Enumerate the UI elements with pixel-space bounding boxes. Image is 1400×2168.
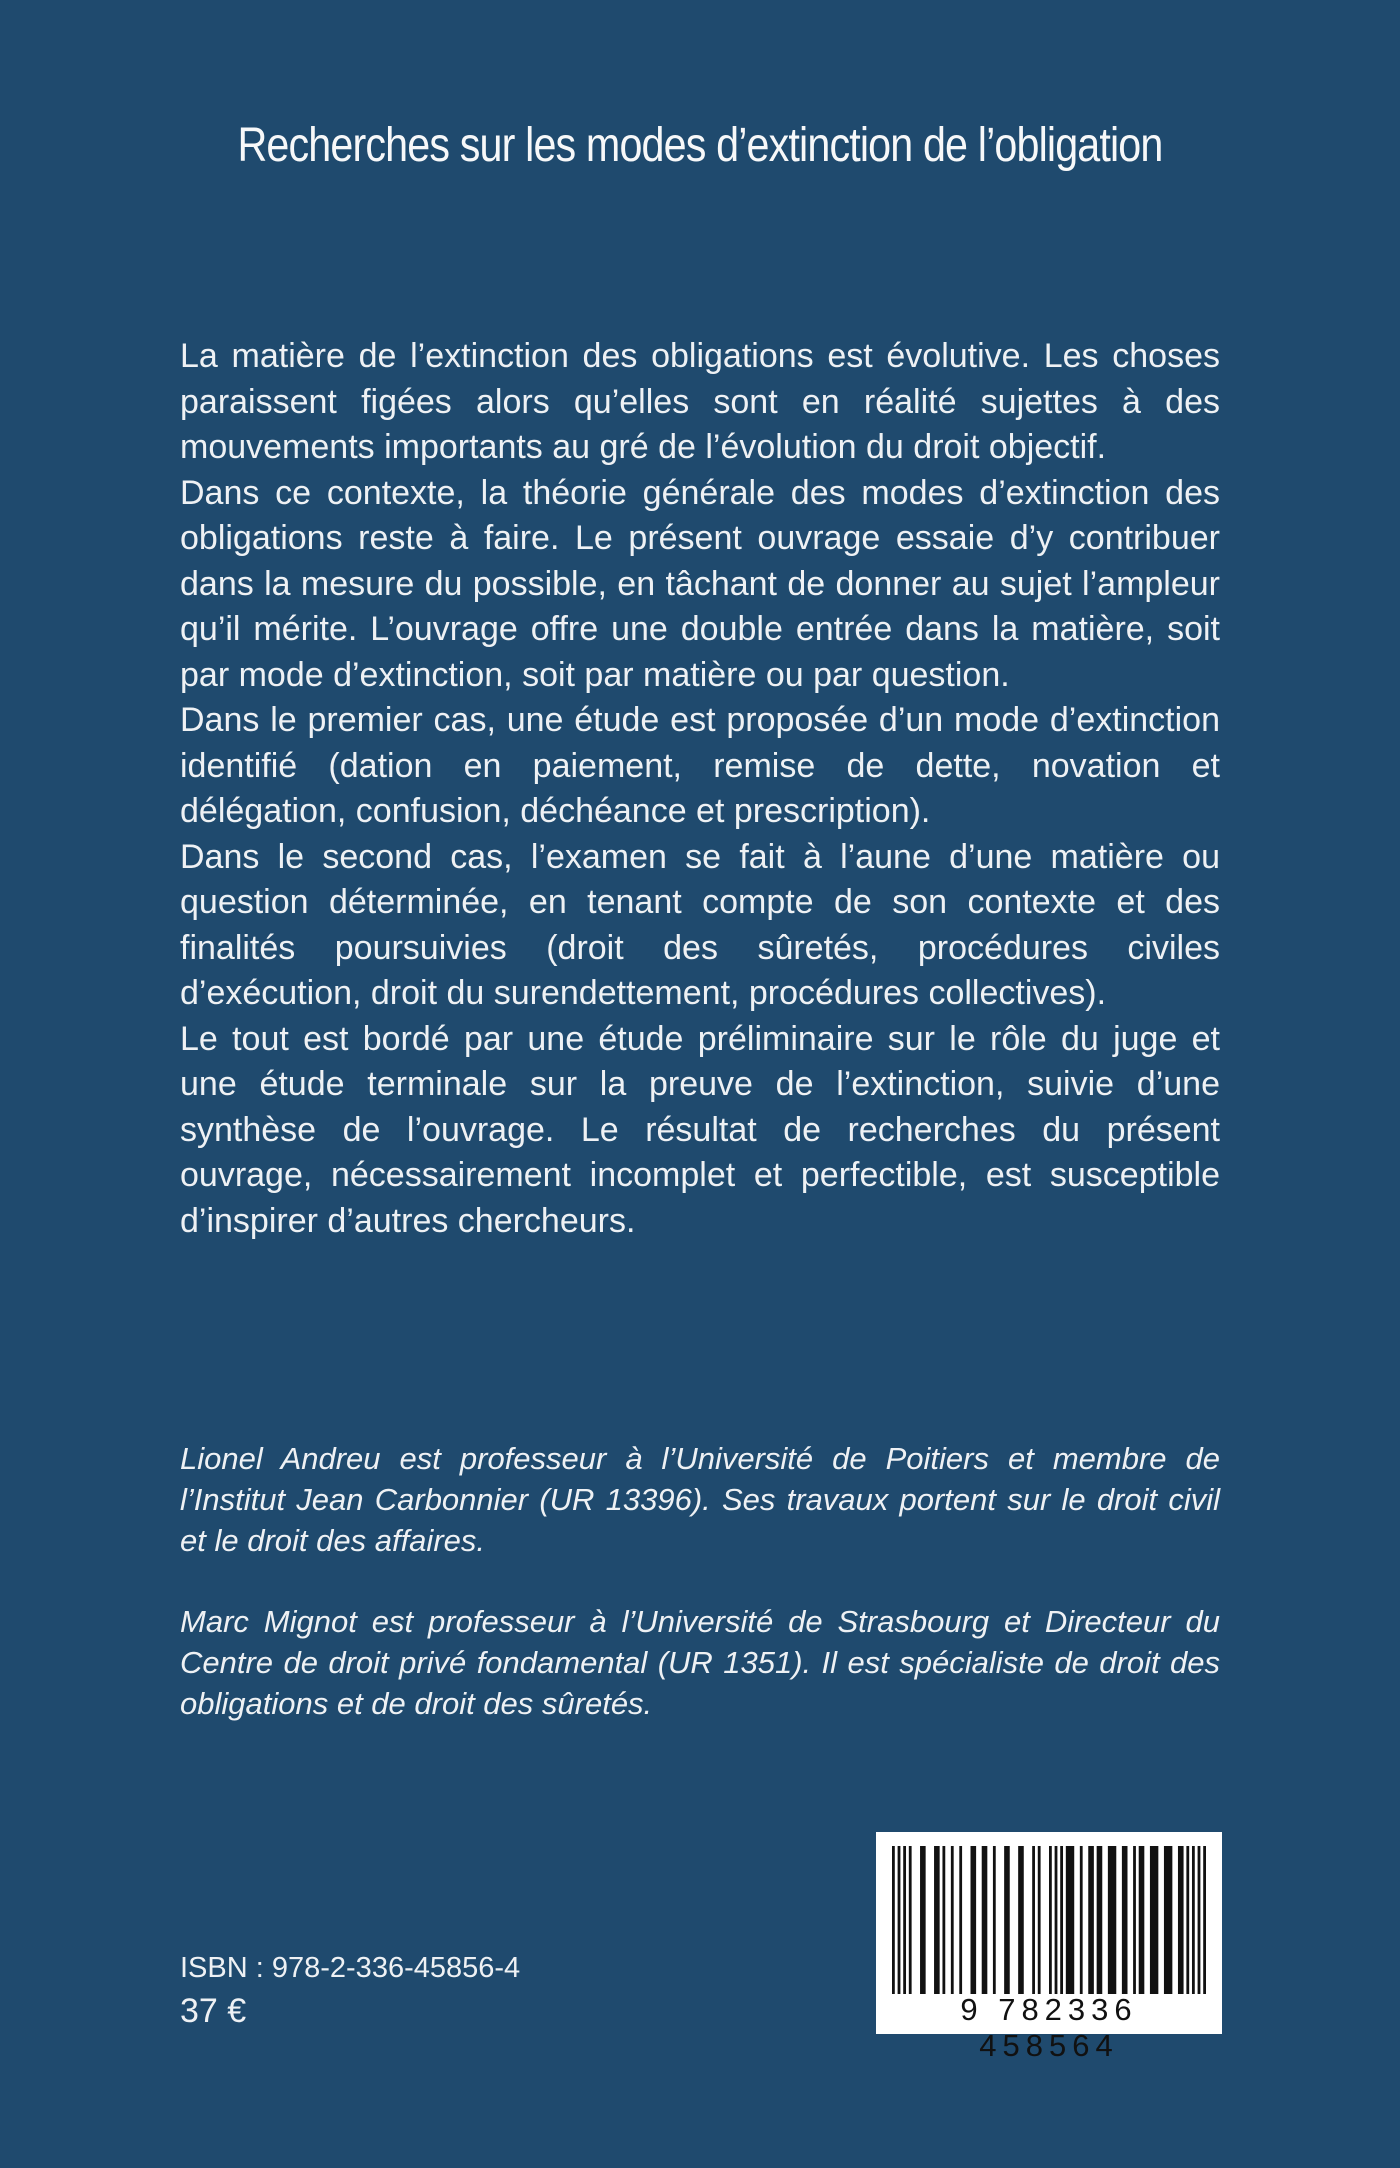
barcode-bar — [1004, 1846, 1010, 1994]
barcode-bar — [1198, 1846, 1201, 1994]
barcode-bar — [942, 1846, 945, 1994]
summary-text — [180, 334, 1220, 1244]
barcode-bar — [1060, 1846, 1063, 1994]
barcode-digits: 9 782336 458564 — [960, 1992, 1138, 2063]
isbn-label: ISBN : 978-2-336-45856-4 — [180, 1952, 521, 1984]
barcode-bar — [982, 1846, 988, 1994]
barcode-bar — [1055, 1846, 1058, 1994]
barcode — [876, 1832, 1222, 2063]
barcode-bar — [1018, 1846, 1024, 1994]
barcode-bar — [898, 1846, 901, 1994]
barcode-bar — [1139, 1846, 1145, 1994]
barcode-bar — [1080, 1846, 1083, 1994]
barcode-bar — [1049, 1846, 1052, 1994]
barcode-bar — [892, 1846, 895, 1994]
barcode-bar — [993, 1846, 996, 1994]
summary-paragraph: La matière de l’extinction des obligations est évolutive. Les choses paraissent figées alors qu’elles sont en réalité sujettes à des mouvements importants au gré de l’évolution du droit objectif. — [180, 337, 1220, 466]
barcode-bar — [1186, 1846, 1189, 1994]
barcode-bar — [1088, 1846, 1094, 1994]
summary-paragraph: Dans ce contexte, la théorie générale des modes d’extinction des obligations reste à faire. Le présent ouvrage essaie d’y contribuer dans la mesure du possible, en tâchant de donner au sujet l’ampleur qu’il mérite. L’ouvrage offre une double entrée dans la matière, soit par mode d’extinction, soit par matière ou par question. — [180, 473, 1220, 694]
barcode-bar — [1097, 1846, 1103, 1994]
barcode-bar — [1038, 1846, 1041, 1994]
barcode-bar — [1108, 1846, 1116, 1994]
barcode-bars — [892, 1846, 1206, 1994]
barcode-bar — [934, 1846, 940, 1994]
author-bio-andreu: Lionel Andreu est professeur à l’Université de Poitiers et membre de l’Institut Jean Carbonnier (UR 13396). Ses travaux portent sur le droit civil et le droit des affaires. — [180, 1441, 1220, 1558]
barcode-bar — [1133, 1846, 1136, 1994]
author-bios — [180, 1438, 1220, 1764]
barcode-bar — [909, 1846, 912, 1994]
barcode-bar — [1032, 1846, 1035, 1994]
price-label: 37 € — [180, 1992, 247, 2030]
barcode-bar — [1178, 1846, 1184, 1994]
barcode-bar — [1164, 1846, 1172, 1994]
barcode-bar — [1066, 1846, 1074, 1994]
barcode-bar — [1203, 1846, 1206, 1994]
barcode-bar — [1122, 1846, 1128, 1994]
summary-paragraph: Dans le premier cas, une étude est proposée d’un mode d’extinction identifié (dation en paiement, remise de dette, novation et délégation, confusion, déchéance et prescription). — [180, 701, 1220, 830]
summary-paragraph: Dans le second cas, l’examen se fait à l’aune d’une matière ou question déterminée, en tenant compte de son contexte et des finalités poursuivies (droit des sûretés, procédures civiles d’exécution, droit du surendettement, procédures collectives). — [180, 837, 1220, 1012]
barcode-bar — [903, 1846, 906, 1994]
barcode-bar — [959, 1846, 962, 1994]
book-title: Recherches sur les modes d’extinction de l’obligation — [237, 119, 1163, 172]
barcode-bar — [1192, 1846, 1195, 1994]
barcode-bar — [1150, 1846, 1158, 1994]
barcode-bar — [951, 1846, 954, 1994]
barcode-bar — [920, 1846, 926, 1994]
summary-paragraph: Le tout est bordé par une étude préliminaire sur le rôle du juge et une étude terminale sur la preuve de l’extinction, suivie d’une synthèse de l’ouvrage. Le résultat de recherches du présent ouvrage, nécessairement incomplet et perfectible, est susceptible d’inspirer d’autres chercheurs. — [180, 1019, 1220, 1240]
author-bio-mignot: Marc Mignot est professeur à l’Université de Strasbourg et Directeur du Centre de droit privé fondamental (UR 1351). Il est spécialiste de droit des obligations et de droit des sûretés. — [180, 1604, 1220, 1721]
barcode-bar — [971, 1846, 977, 1994]
